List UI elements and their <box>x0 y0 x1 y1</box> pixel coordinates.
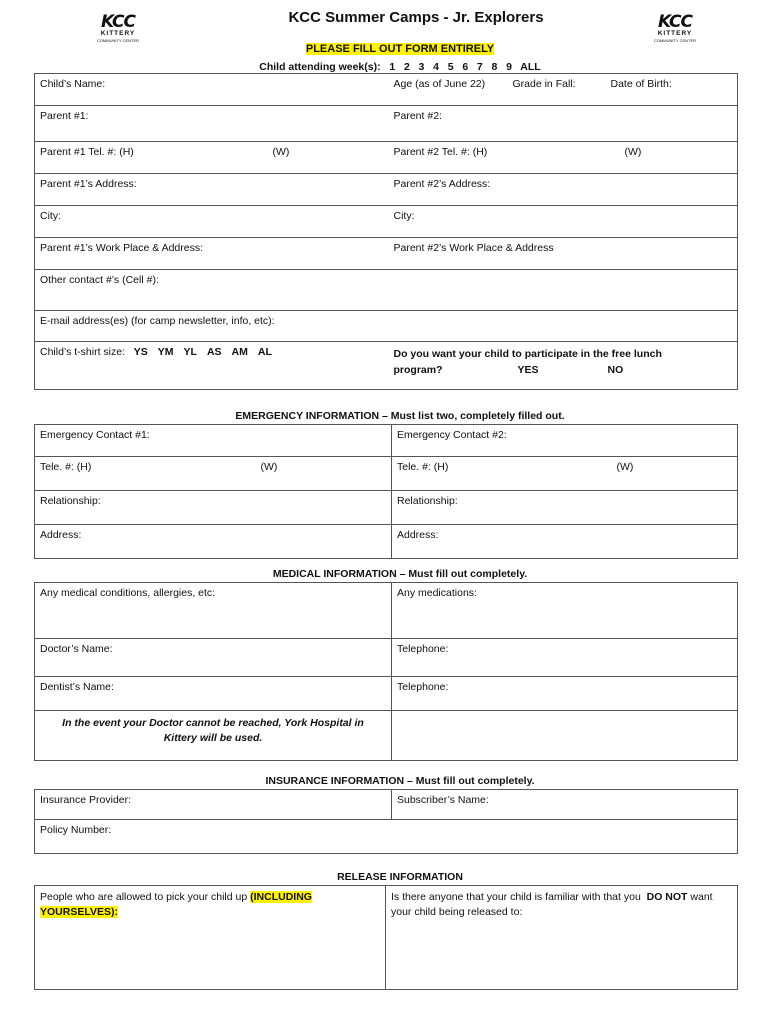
dentist-telephone-field[interactable]: Telephone: <box>392 677 738 711</box>
weeks-options[interactable]: 1 2 3 4 5 6 7 8 9 ALL <box>389 61 541 73</box>
doctor-telephone-field[interactable]: Telephone: <box>392 639 738 677</box>
emergency1-relationship-field[interactable]: Relationship: <box>35 491 392 525</box>
medications-field[interactable]: Any medications: <box>392 583 738 639</box>
emergency2-tel-field[interactable]: Tele. #: (H) (W) <box>392 457 738 491</box>
emergency2-relationship-field[interactable]: Relationship: <box>392 491 738 525</box>
kcc-logo-left: KCC KITTERY COMMUNITY CENTER <box>96 12 140 43</box>
insurance-table <box>34 789 738 854</box>
dob-field[interactable]: Date of Birth: <box>610 78 672 90</box>
dentist-name-field[interactable]: Dentist’s Name: <box>35 677 392 711</box>
parent1-field[interactable]: Parent #1: <box>35 106 389 142</box>
page-title: KCC Summer Camps - Jr. Explorers <box>288 9 544 26</box>
free-lunch-question: Do you want your child to participate in the free lunch program? YES NO <box>389 342 738 390</box>
size-al[interactable]: AL <box>257 346 272 358</box>
emergency2-address-field[interactable]: Address: <box>392 525 738 559</box>
insurance-provider-field[interactable]: Insurance Provider: <box>35 790 392 820</box>
release-table <box>34 885 738 990</box>
pickup-people-field[interactable]: People who are allowed to pick your child up (INCLUDING YOURSELVES): <box>35 886 386 990</box>
size-yl[interactable]: YL <box>183 346 197 358</box>
lunch-yes-option[interactable]: YES <box>517 364 539 376</box>
age-field[interactable]: Age (as of June 22) <box>393 78 486 90</box>
size-am[interactable]: AM <box>231 346 248 358</box>
parent2-tel-field[interactable]: Parent #2 Tel. #: (H) (W) <box>389 142 738 174</box>
size-as[interactable]: AS <box>206 346 222 358</box>
size-ys[interactable]: YS <box>133 346 148 358</box>
medical-conditions-field[interactable]: Any medical conditions, allergies, etc: <box>35 583 392 639</box>
city2-field[interactable]: City: <box>389 206 738 238</box>
tshirt-size-field[interactable]: Child’s t-shirt size: YS YM YL AS AM AL <box>35 342 389 390</box>
child-name-field[interactable]: Child’s Name: <box>35 74 389 106</box>
emergency1-tel-field[interactable]: Tele. #: (H) (W) <box>35 457 392 491</box>
weeks-line: Child attending week(s): 1 2 3 4 5 6 7 8 9 ALL <box>259 61 541 73</box>
policy-number-field[interactable]: Policy Number: <box>35 820 738 854</box>
parent1-work-field[interactable]: Parent #1’s Work Place & Address: <box>35 238 389 270</box>
medical-heading: MEDICAL INFORMATION – Must fill out completely. <box>272 568 528 580</box>
parent1-tel-field[interactable]: Parent #1 Tel. #: (H) (W) <box>35 142 389 174</box>
camper-info-table <box>34 73 738 390</box>
medical-table <box>34 582 738 761</box>
parent2-field[interactable]: Parent #2: <box>389 106 738 142</box>
size-ym[interactable]: YM <box>157 346 174 358</box>
email-field[interactable]: E-mail address(es) (for camp newsletter, info, etc): <box>35 311 738 342</box>
release-heading: RELEASE INFORMATION <box>337 871 463 883</box>
lunch-no-option[interactable]: NO <box>607 364 624 376</box>
emergency-contact1-field[interactable]: Emergency Contact #1: <box>35 425 392 457</box>
insurance-heading: INSURANCE INFORMATION – Must fill out completely. <box>265 775 535 787</box>
parent2-address-field[interactable]: Parent #2’s Address: <box>389 174 738 206</box>
form-notice: PLEASE FILL OUT FORM ENTIRELY <box>305 43 495 55</box>
doctor-name-field[interactable]: Doctor’s Name: <box>35 639 392 677</box>
subscriber-name-field[interactable]: Subscriber’s Name: <box>392 790 738 820</box>
parent2-work-field[interactable]: Parent #2’s Work Place & Address <box>389 238 738 270</box>
grade-field[interactable]: Grade in Fall: <box>512 78 576 90</box>
emergency-heading: EMERGENCY INFORMATION – Must list two, completely filled out. <box>235 410 565 422</box>
city1-field[interactable]: City: <box>35 206 389 238</box>
other-contact-field[interactable]: Other contact #’s (Cell #): <box>35 270 738 311</box>
hospital-notice: In the event your Doctor cannot be reached, York Hospital in Kittery will be used. <box>35 711 392 761</box>
emergency-table <box>34 424 738 559</box>
emergency-contact2-field[interactable]: Emergency Contact #2: <box>392 425 738 457</box>
do-not-release-field[interactable]: Is there anyone that your child is familiar with that you DO NOT want your child being released to: <box>386 886 738 990</box>
emergency1-address-field[interactable]: Address: <box>35 525 392 559</box>
parent1-address-field[interactable]: Parent #1’s Address: <box>35 174 389 206</box>
kcc-logo-right: KCC KITTERY COMMUNITY CENTER <box>653 12 697 43</box>
